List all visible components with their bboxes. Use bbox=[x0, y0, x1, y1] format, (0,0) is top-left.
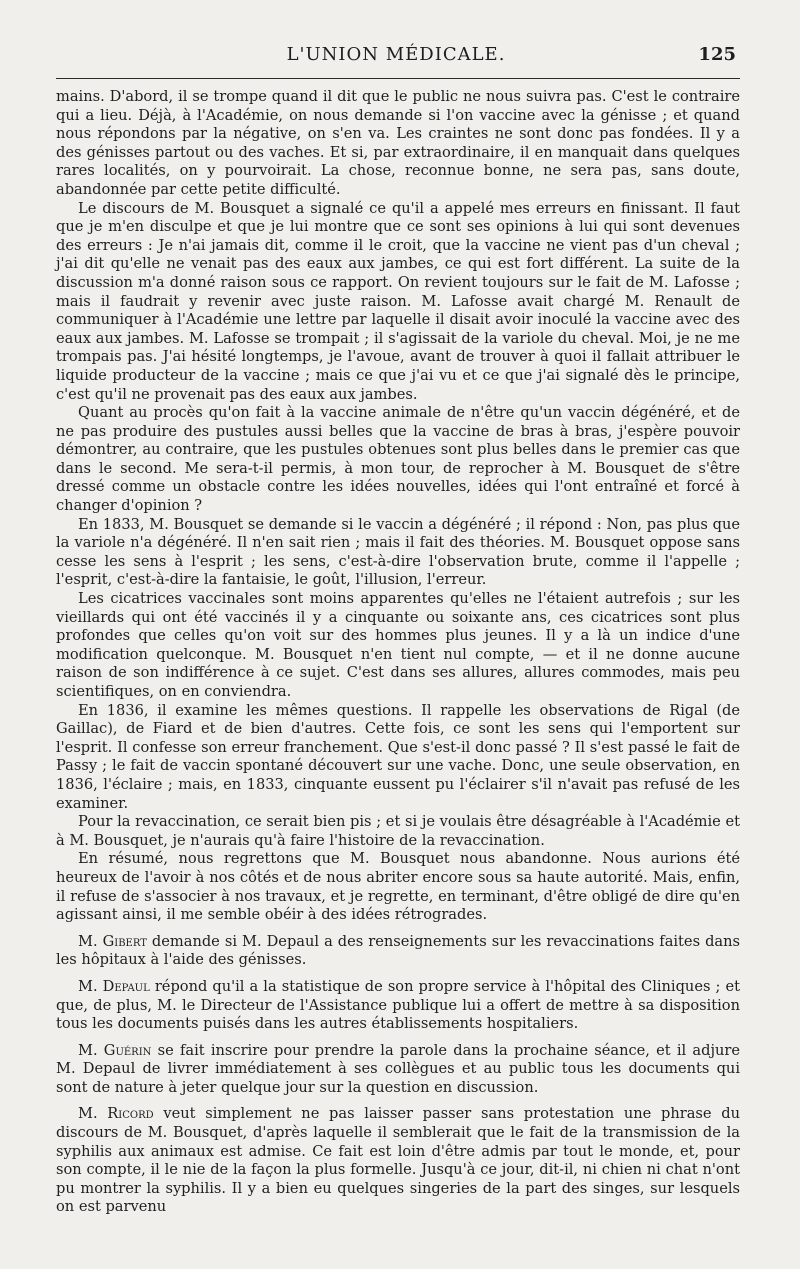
speaker-paragraph bbox=[56, 978, 740, 1034]
speaker-text: demande si M. Depaul a des renseignements sur les revaccinations faites dans les hôpitaux à l'aide des génisses. bbox=[56, 932, 741, 969]
running-head: L'UNION MÉDICALE. bbox=[286, 44, 506, 65]
speaker-paragraph bbox=[56, 1042, 740, 1098]
paragraph: En résumé, nous regrettons que M. Bousquet nous abandonne. Nous aurions été heureux de l'avoir à nos côtés et de nous abriter encore sous sa haute autorité. Mais, enfin, il refuse de s'associer à nos travaux, et je regrette, en terminant, d'être obligé de dire qu'en agissant ainsi, il me semble obéir à des idées rétrogrades. bbox=[56, 850, 740, 924]
speaker-text: répond qu'il a la statistique de son propre service à l'hôpital des Cliniques ; et que, de plus, M. le Directeur de l'Assistance publique lui a offert de mettre à sa disposition tous les documents puisés dans les autres établissements hospitaliers. bbox=[56, 977, 741, 1033]
header-rule bbox=[56, 78, 740, 79]
paragraph: Pour la revaccination, ce serait bien pis ; et si je voulais être désagréable à l'Académie et à M. Bousquet, je n'aurais qu'à faire l'histoire de la revaccination. bbox=[56, 813, 740, 849]
paragraph: Le discours de M. Bousquet a signalé ce qu'il a appelé mes erreurs en finissant. Il faut que je m'en disculpe et que je lui montre que ce sont ses opinions à lui qui sont devenues des erreurs : Je n'ai jamais dit, comme il le croit, que la vaccine ne vient pas d'un cheval ; j'ai dit qu'elle ne venait pas des eaux aux jambes, ce qui est fort différent. La suite de la discussion m'a donné raison sous ce rapport. On revient toujours sur le fait de M. Lafosse ; mais il faudrait y revenir avec juste raison. M. Lafosse avait chargé M. Renault de communiquer à l'Académie une lettre par laquelle il disait avoir inoculé la vaccine avec des eaux aux jambes. M. Lafosse se trompait ; il s'agissait de la variole du cheval. Moi, je ne me trompais pas. J'ai hésité longtemps, je l'avoue, avant de trouver à quoi il fallait attribuer le liquide producteur de la vaccine ; mais ce que j'ai vu et ce que j'ai signalé dès le principe, c'est qu'il ne provenait pas des eaux aux jambes. bbox=[56, 199, 740, 403]
article-body bbox=[56, 88, 740, 1217]
speaker-text: veut simplement ne pas laisser passer sans protestation une phrase du discours de M. Bousquet, d'après laquelle il semblerait que le fait de la transmission de la syphilis aux animaux est admise. Ce fait est loin d'être admis par tout le monde, et, pour son compte, il le nie de la façon la plus formelle. Jusqu'à ce jour, dit-il, ni chien ni chat n'ont pu montrer la syphilis. Il y a bien eu quelques singeries de la part des singes, sur lesquels on est parvenu bbox=[56, 1105, 741, 1216]
paragraph: mains. D'abord, il se trompe quand il dit que le public ne nous suivra pas. C'est le contraire qui a lieu. Déjà, à l'Académie, on nous demande si l'on vaccine avec la génisse ; et quand nous répondons par la négative, on s'en va. Les craintes ne sont donc pas fondées. Il y a des génisses partout ou des vaches. Et si, par extraordinaire, il en manquait dans quelques rares localités, on y pourvoirait. La chose, reconnue bonne, ne sera pas, sans doute, abandonnée par cette petite difficulté. bbox=[56, 88, 740, 198]
speaker-name: M. Ricord bbox=[78, 1105, 154, 1123]
speaker-name: M. Depaul bbox=[78, 977, 150, 995]
page-header bbox=[56, 44, 736, 70]
paragraph: En 1833, M. Bousquet se demande si le vaccin a dégénéré ; il répond : Non, pas plus que la variole n'a dégénéré. Il n'en sait rien ; mais il fait des théories. M. Bousquet oppose sans cesse les sens à l'esprit ; les sens, c'est-à-dire l'observation brute, comme il l'appelle ; l'esprit, c'est-à-dire la fantaisie, le goût, l'illusion, l'erreur. bbox=[56, 515, 740, 589]
speaker-paragraph bbox=[56, 1105, 740, 1217]
paragraph: Quant au procès qu'on fait à la vaccine animale de n'être qu'un vaccin dégénéré, et de ne pas produire des pustules aussi belles que la vaccine de bras à bras, j'espère pouvoir démontrer, au contraire, que les pustules obtenues sont plus belles dans le premier cas que dans le second. Me sera-t-il permis, à mon tour, de reprocher à M. Bousquet de s'être dressé comme un obstacle contre les idées nouvelles, idées qui l'ont entraîné et forcé à changer d'opinion ? bbox=[56, 404, 740, 515]
page-number: 125 bbox=[698, 44, 736, 65]
speaker-text: se fait inscrire pour prendre la parole dans la prochaine séance, et il adjure M. Depaul de livrer immédiatement à ses collègues et au public tous les documents qui sont de nature à jeter quelque jour sur la question en discussion. bbox=[56, 1041, 741, 1096]
paragraph: Les cicatrices vaccinales sont moins apparentes qu'elles ne l'étaient autrefois ; sur les vieillards qui ont été vaccinés il y a cinquante ou soixante ans, ces cicatrices sont plus profondes que celles qu'on voit sur des hommes plus jeunes. Il y a là un indice d'une modification quelconque. M. Bousquet n'en tient nul compte, — et il ne donne aucune raison de son indifférence à ce sujet. C'est dans ses allures, allures commodes, mais peu scientifiques, on en conviendra. bbox=[56, 590, 740, 700]
speaker-name: M. Guérin bbox=[78, 1041, 152, 1059]
speaker-paragraph bbox=[56, 933, 740, 970]
paragraph: En 1836, il examine les mêmes questions. Il rappelle les observations de Rigal (de Gaillac), de Fiard et de bien d'autres. Cette fois, ce sont les sens qui l'emportent sur l'esprit. Il confesse son erreur franchement. Que s'est-il donc passé ? Il s'est passé le fait de Passy ; le fait de vaccin spontané découvert sur une vache. Donc, une seule observation, en 1836, l'éclaire ; mais, en 1833, cinquante eussent pu l'éclairer s'il n'avait pas refusé de les examiner. bbox=[56, 701, 740, 812]
speaker-name: M. Gibert bbox=[78, 932, 147, 950]
